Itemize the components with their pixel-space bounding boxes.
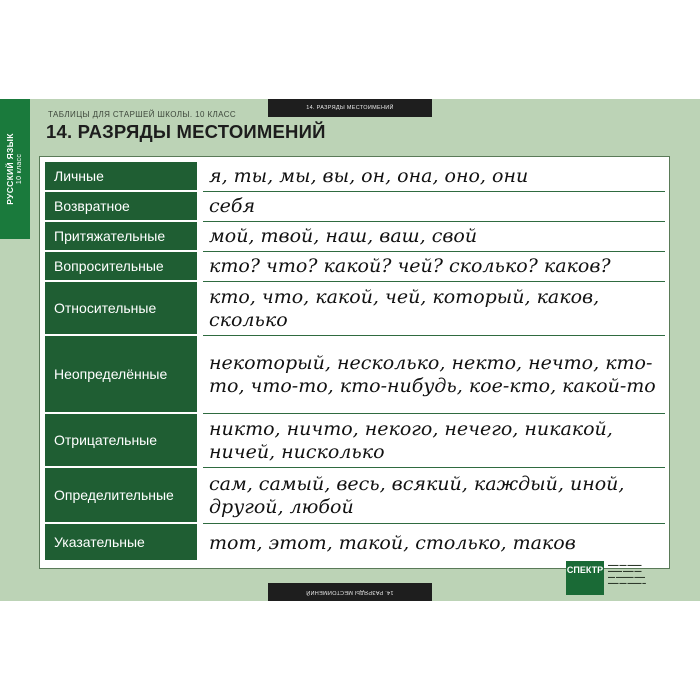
- table-row: [45, 336, 665, 414]
- pronoun-table: [39, 156, 670, 569]
- bottom-topic-tag: [268, 583, 432, 601]
- series-caption: ТАБЛИЦЫ ДЛЯ СТАРШЕЙ ШКОЛЫ. 10 КЛАСС: [48, 110, 237, 119]
- pronoun-category-cell: Относительные: [45, 282, 197, 336]
- pronoun-category-cell: Вопросительные: [45, 252, 197, 282]
- table-row: [45, 282, 665, 336]
- table-row: [45, 252, 665, 282]
- publisher-block: [566, 561, 698, 597]
- publisher-logo-text: СПЕКТР: [566, 565, 604, 575]
- subject-side-tab-text: [5, 133, 25, 204]
- poster: [0, 99, 700, 601]
- pronoun-examples-cell: я, ты, мы, вы, он, она, оно, они: [203, 162, 665, 192]
- pronoun-category-cell: Возвратное: [45, 192, 197, 222]
- publisher-fine-print: ▬▬▬▬ ▬▬▬ ▬▬: [608, 569, 642, 573]
- pronoun-category-cell: Притяжательные: [45, 222, 197, 252]
- pronoun-examples-cell: сам, самый, весь, всякий, каждый, иной, другой, любой: [203, 468, 665, 524]
- pronoun-examples-cell: мой, твой, наш, ваш, свой: [203, 222, 665, 252]
- subject-side-tab: [0, 99, 30, 239]
- publisher-fine-print: ▬▬▬ ▬▬ ▬▬▬▬: [608, 563, 642, 567]
- table-row: [45, 414, 665, 468]
- table-row: [45, 162, 665, 192]
- table-row: [45, 222, 665, 252]
- pronoun-examples-cell: никто, ничто, некого, нечего, никакой, ничей, нисколько: [203, 414, 665, 468]
- top-topic-tag: 14. РАЗРЯДЫ МЕСТОИМЕНИЙ: [268, 99, 432, 117]
- pronoun-category-cell: Определительные: [45, 468, 197, 524]
- publisher-fine-print: ▬▬▬ ▬▬ ▬▬▬▬ ▬: [608, 581, 646, 585]
- bottom-topic-tag-text: 14. РАЗРЯДЫ МЕСТОИМЕНИЙ: [306, 589, 394, 595]
- pronoun-examples-cell: кто, что, какой, чей, который, каков, сколько: [203, 282, 665, 336]
- grade-label: 10 класс: [16, 153, 23, 185]
- pronoun-category-cell: Отрицательные: [45, 414, 197, 468]
- publisher-fine-print: ▬▬ ▬▬▬▬▬ ▬▬▬: [608, 575, 645, 579]
- pronoun-category-cell: Личные: [45, 162, 197, 192]
- table-row: [45, 192, 665, 222]
- table-row: [45, 524, 665, 562]
- page-title: 14. РАЗРЯДЫ МЕСТОИМЕНИЙ: [46, 121, 326, 142]
- publisher-logo: [566, 561, 604, 595]
- table-row: [45, 468, 665, 524]
- pronoun-examples-cell: кто? что? какой? чей? сколько? каков?: [203, 252, 665, 282]
- pronoun-examples-cell: себя: [203, 192, 665, 222]
- pronoun-category-cell: Неопределённые: [45, 336, 197, 414]
- pronoun-examples-cell: некоторый, несколько, некто, нечто, кто-то, что-то, кто-нибудь, кое-кто, какой-то: [203, 336, 665, 414]
- subject-label: РУССКИЙ ЯЗЫК: [5, 133, 15, 205]
- pronoun-category-cell: Указательные: [45, 524, 197, 562]
- pronoun-examples-cell: тот, этот, такой, столько, таков: [209, 531, 576, 554]
